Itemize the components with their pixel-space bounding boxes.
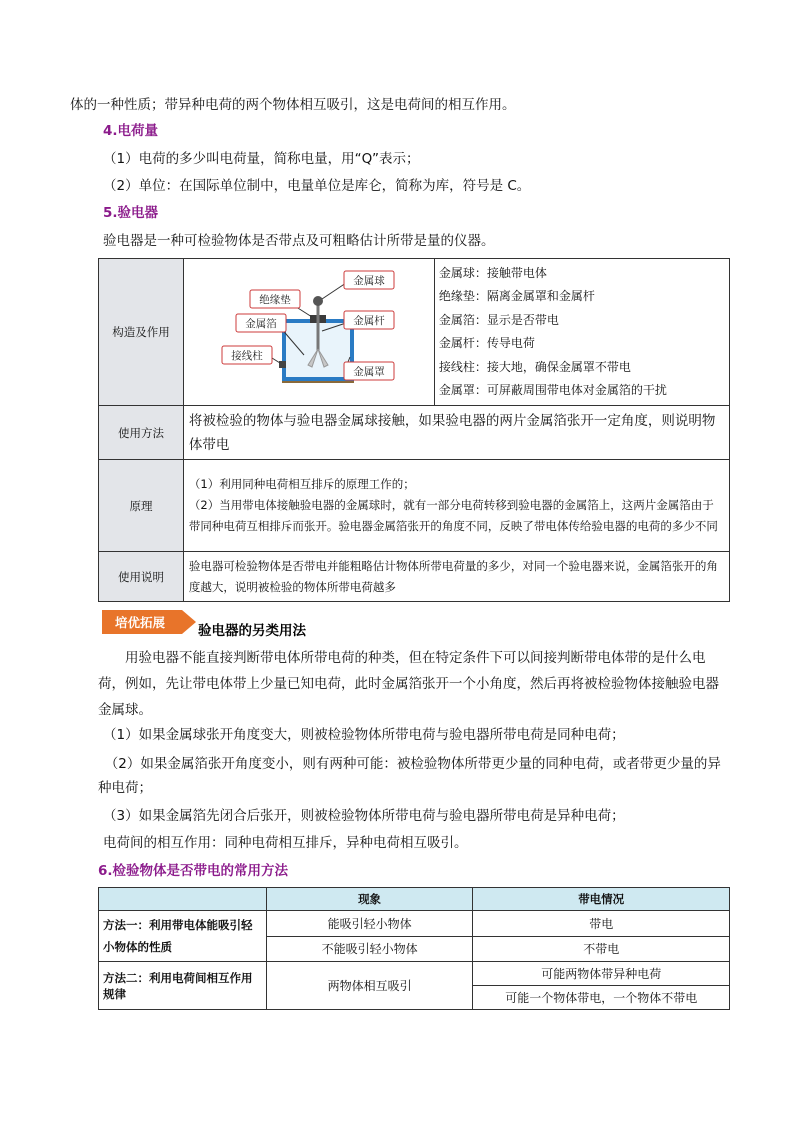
function-cover: 金属罩：可屏蔽周围带电体对金属箔的干扰 bbox=[438, 383, 667, 397]
table-row bbox=[99, 552, 730, 602]
method-1-result-2: 不带电 bbox=[473, 936, 730, 962]
method-2-label: 方法二：利用电荷间相互作用规律 bbox=[99, 962, 267, 1010]
label-post: 接线柱 bbox=[231, 350, 263, 362]
row-label: 原理 bbox=[99, 460, 184, 552]
usage-note-text: 验电器可检验物体是否带电并能粗略估计物体所带电荷量的多少，对同一个验电器来说，金属箔张开的角度越大，说明被检验的物体所带电荷越多 bbox=[183, 552, 729, 602]
label-foil: 金属箔 bbox=[245, 318, 277, 330]
terminal-post bbox=[279, 361, 286, 368]
section-4-title: 4.电荷量 bbox=[103, 123, 159, 139]
functions-cell bbox=[434, 259, 729, 406]
usage-method-text: 将被检验的物体与验电器金属球接触，如果验电器的两片金属箔张开一定角度，则说明物体带电 bbox=[183, 406, 729, 460]
header-result: 带电情况 bbox=[473, 888, 730, 911]
table-row bbox=[99, 460, 730, 552]
section-5-title: 5.验电器 bbox=[103, 205, 159, 221]
table-header-row bbox=[99, 888, 730, 911]
label-ball: 金属球 bbox=[353, 275, 385, 287]
metal-ball bbox=[313, 296, 323, 306]
principle-line-1: （1）利用同种电荷相互排斥的原理工作的； bbox=[188, 477, 415, 491]
method-1-phenomenon-1: 能吸引轻小物体 bbox=[266, 911, 473, 937]
label-cover: 金属罩 bbox=[353, 366, 385, 378]
function-rod: 金属杆：传导电荷 bbox=[438, 336, 535, 350]
function-ball: 金属球：接触带电体 bbox=[438, 265, 547, 280]
section-5-intro: 验电器是一种可检验物体是否带点及可粗略估计所带是量的仪器。 bbox=[103, 233, 495, 249]
extension-paragraph: 用验电器不能直接判断带电体所带电荷的种类，但在特定条件下可以间接判断带电体带的是什么电荷，例如，先让带电体带上少量已知电荷，此时金属箔张开一个小角度，然后再将被检验物体接触验电器金属球。 bbox=[98, 650, 719, 718]
electroscope-table bbox=[98, 258, 730, 602]
intro-text: 体的一种性质；带异种电荷的两个物体相互吸引，这是电荷间的相互作用。 bbox=[70, 97, 516, 113]
electroscope-diagram bbox=[184, 259, 434, 405]
method-2-phenomenon: 两物体相互吸引 bbox=[266, 962, 473, 1010]
extension-item-1: （1）如果金属球张开角度变大，则被检验物体所带电荷与验电器所带电荷是同种电荷； bbox=[103, 727, 625, 743]
extension-item-2: （2）如果金属箔张开角度变小，则有两种可能：被检验物体所带更少量的同种电荷，或者带更少量的异种电荷； bbox=[98, 756, 721, 796]
section-6-title: 6.检验物体是否带电的常用方法 bbox=[98, 863, 289, 879]
function-post: 接线柱：接大地，确保金属罩不带电 bbox=[438, 359, 631, 374]
table-row bbox=[99, 911, 730, 937]
section-4-item-2: （2）单位：在国际单位制中，电量单位是库仑，简称为库，符号是 C。 bbox=[103, 178, 531, 194]
method-2-result-2: 可能一个物体带电，一个物体不带电 bbox=[473, 986, 730, 1010]
method-1-label: 方法一：利用带电体能吸引轻小物体的性质 bbox=[99, 911, 267, 962]
method-2-result-1: 可能两物体带异种电荷 bbox=[473, 962, 730, 986]
detection-methods-table bbox=[98, 887, 730, 1010]
extension-badge-label: 培优拓展 bbox=[114, 615, 166, 630]
row-label: 构造及作用 bbox=[99, 259, 184, 406]
row-label: 使用说明 bbox=[99, 552, 184, 602]
label-pad: 绝缘垫 bbox=[259, 294, 291, 306]
function-pad: 绝缘垫：隔离金属罩和金属杆 bbox=[438, 289, 595, 303]
principle-cell bbox=[183, 460, 729, 552]
row-label: 使用方法 bbox=[99, 406, 184, 460]
section-4-item-1: （1）电荷的多少叫电荷量，简称电量，用“Q”表示； bbox=[103, 151, 420, 167]
method-1-result-1: 带电 bbox=[473, 911, 730, 937]
extension-item-3: （3）如果金属箔先闭合后张开，则被检验物体所带电荷与验电器所带电荷是异种电荷； bbox=[103, 808, 625, 824]
function-foil: 金属箔：显示是否带电 bbox=[438, 312, 559, 327]
extension-badge bbox=[102, 610, 196, 634]
extension-summary: 电荷间的相互作用：同种电荷相互排斥，异种电荷相互吸引。 bbox=[103, 835, 468, 851]
principle-line-2: （2）当用带电体接触验电器的金属球时，就有一部分电荷转移到验电器的金属箔上，这两片金属箔由于带同种电荷互相排斥而张开。验电器金属箔张开的角度不同，反映了带电体传给验电器的电荷的多少不同 bbox=[188, 498, 718, 533]
header-phenomenon: 现象 bbox=[266, 888, 473, 911]
extension-title: 验电器的另类用法 bbox=[198, 623, 306, 639]
table-row bbox=[99, 962, 730, 986]
header-blank bbox=[99, 888, 267, 911]
method-1-phenomenon-2: 不能吸引轻小物体 bbox=[266, 936, 473, 962]
label-rod: 金属杆 bbox=[353, 315, 385, 327]
electroscope-diagram-cell bbox=[183, 259, 434, 406]
table-row bbox=[99, 259, 730, 406]
table-row bbox=[99, 406, 730, 460]
